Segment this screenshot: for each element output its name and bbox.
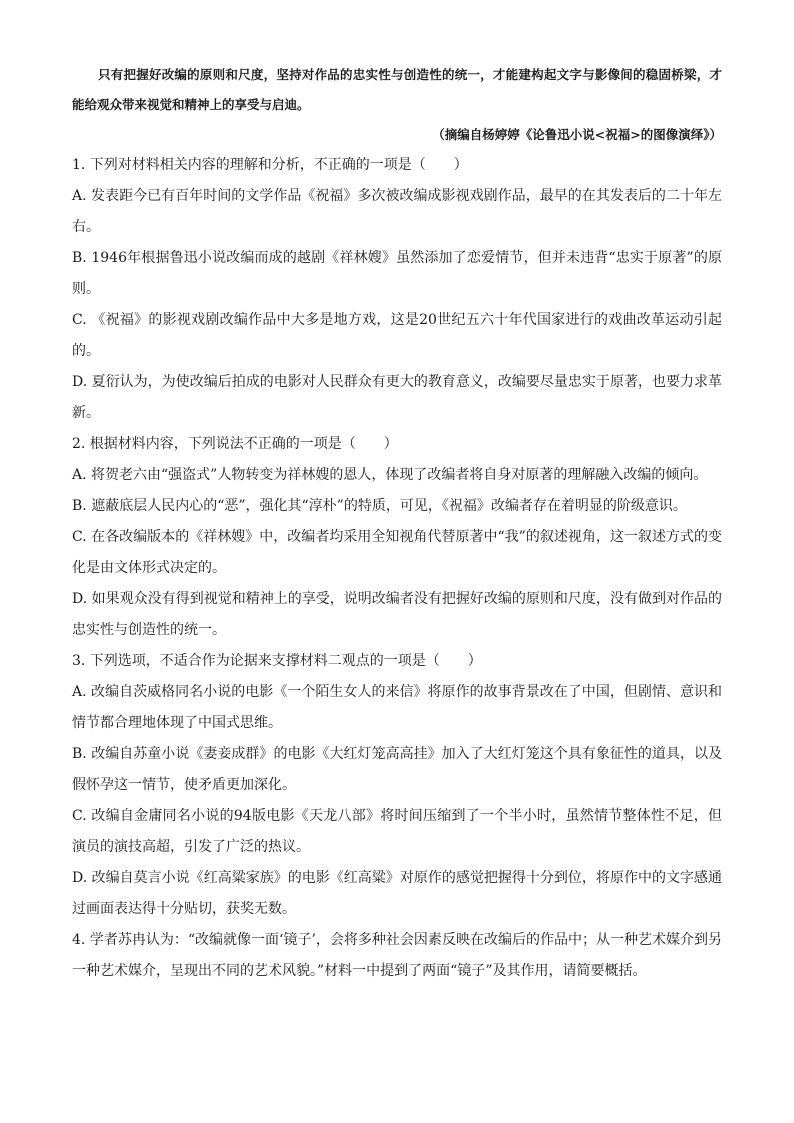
option-d: D. 夏衍认为，为使改编后拍成的电影对人民群众有更大的教育意义，改编要尽量忠实于原著，也要力求革新。 — [72, 374, 722, 421]
question-4 — [72, 925, 722, 987]
question-stem: 1. 下列对材料相关内容的理解和分析，不正确的一项是（ ） — [72, 157, 468, 173]
option-d: D. 改编自莫言小说《红高粱家族》的电影《红高粱》对原作的感觉把握得十分到位，将原作中的文字感通过画面表达得十分贴切，获奖无数。 — [72, 870, 722, 917]
source-citation: （摘编自杨婷婷《论鲁迅小说<祝福>的图像演绎》） — [432, 127, 722, 142]
option-b: B. 改编自苏童小说《妻妾成群》的电影《大红灯笼高高挂》加入了大红灯笼这个具有象征性的道具，以及假怀孕这一情节，使矛盾更加深化。 — [72, 746, 722, 793]
option-b: B. 1946年根据鲁迅小说改编而成的越剧《祥林嫂》虽然添加了恋爱情节，但并未违背“忠实于原著”的原则。 — [72, 250, 722, 297]
document-page — [72, 60, 722, 987]
question-stem: 2. 根据材料内容，下列说法不正确的一项是（ ） — [72, 436, 398, 452]
option-b: B. 遮蔽底层人民内心的“恶”，强化其“淳朴”的特质，可见，《祝福》改编者存在着明显的阶级意识。 — [72, 498, 687, 514]
question-3 — [72, 646, 722, 925]
option-a: A. 发表距今已有百年时间的文学作品《祝福》多次被改编成影视戏剧作品，最早的在其发表后的二十年左右。 — [72, 188, 722, 235]
option-a: A. 将贺老六由“强盗式”人物转变为祥林嫂的恩人，体现了改编者将自身对原著的理解融入改编的倾向。 — [72, 467, 708, 483]
question-1 — [72, 150, 722, 429]
option-c: C. 改编自金庸同名小说的94版电影《天龙八部》将时间压缩到了一个半小时，虽然情节整体性不足，但演员的演技高超，引发了广泛的热议。 — [72, 808, 722, 855]
option-c: C. 在各改编版本的《祥林嫂》中，改编者均采用全知视角代替原著中“我”的叙述视角，这一叙述方式的变化是由文体形式决定的。 — [72, 529, 722, 576]
option-d: D. 如果观众没有得到视觉和精神上的享受，说明改编者没有把握好改编的原则和尺度，没有做到对作品的忠实性与创造性的统一。 — [72, 591, 722, 638]
option-a: A. 改编自茨威格同名小说的电影《一个陌生女人的来信》将原作的故事背景改在了中国，但剧情、意识和情节都合理地体现了中国式思维。 — [72, 684, 722, 731]
intro-paragraph: 只有把握好改编的原则和尺度，坚持对作品的忠实性与创造性的统一，才能建构起文字与影像间的稳固桥梁，才能给观众带来视觉和精神上的享受与启迪。 — [72, 67, 722, 112]
question-2 — [72, 429, 722, 646]
question-stem: 4. 学者苏冉认为：“改编就像一面‘镜子’，会将多种社会因素反映在改编后的作品中；从一种艺术媒介到另一种艺术媒介，呈现出不同的艺术风貌。”材料一中提到了两面“镜子”及其作用，请简要概括。 — [72, 932, 722, 979]
question-stem: 3. 下列选项，不适合作为论据来支撑材料二观点的一项是（ ） — [72, 653, 482, 669]
option-c: C. 《祝福》的影视戏剧改编作品中大多是地方戏，这是20世纪五六十年代国家进行的戏曲改革运动引起的。 — [72, 312, 722, 359]
